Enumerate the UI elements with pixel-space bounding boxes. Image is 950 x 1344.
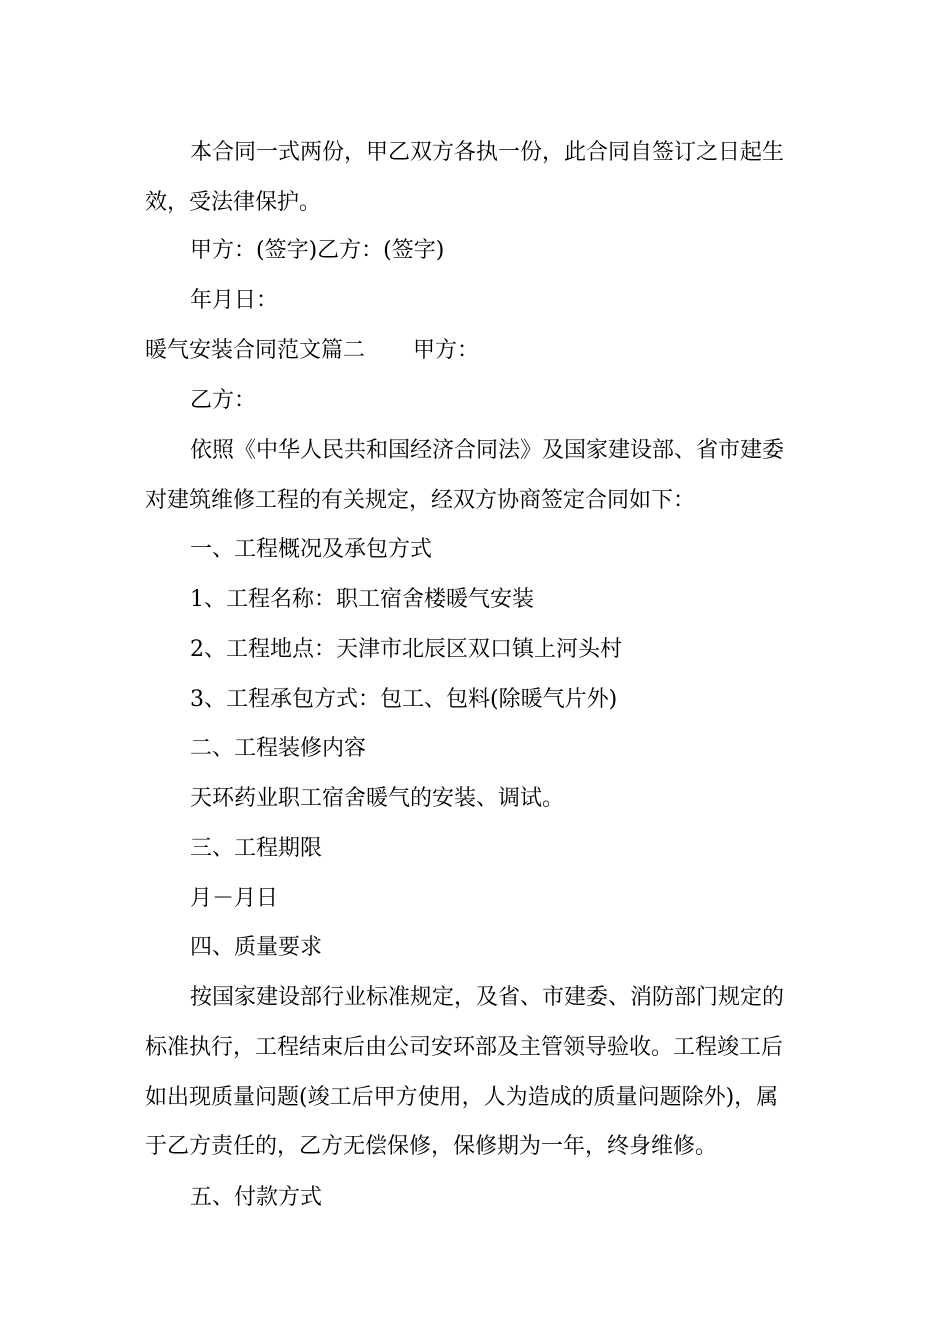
section-heading: 五、付款方式 (190, 1185, 323, 1210)
list-item: 1、工程名称：职工宿舍楼暖气安装 (190, 587, 534, 612)
section-heading: 一、工程概况及承包方式 (190, 537, 433, 562)
section-heading: 四、质量要求 (190, 935, 323, 960)
party-b-label: 乙方： (190, 388, 257, 413)
list-item: 2、工程地点：天津市北辰区双口镇上河头村 (190, 637, 622, 662)
paragraph-line: 于乙方责任的，乙方无偿保修，保修期为一年，终身维修。 (145, 1134, 718, 1159)
paragraph-line: 效，受法律保护。 (145, 190, 322, 215)
paragraph-line: 对建筑维修工程的有关规定，经双方协商签定合同如下： (145, 488, 696, 513)
signature-line: 甲方：(签字)乙方：(签字) (190, 238, 445, 263)
list-item: 3、工程承包方式：包工、包料(除暖气片外) (190, 687, 618, 712)
date-line: 年月日： (190, 288, 279, 313)
paragraph-line: 天环药业职工宿舍暖气的安装、调试。 (190, 786, 565, 811)
paragraph-line: 按国家建设部行业标准规定，及省、市建委、消防部门规定的 (190, 985, 785, 1010)
paragraph-line: 月－月日 (190, 886, 279, 911)
paragraph-line: 如出现质量问题(竣工后甲方使用，人为造成的质量问题除外)，属 (145, 1085, 779, 1110)
section-title: 暖气安装合同范文篇二 (145, 338, 366, 363)
section-heading-line (145, 336, 479, 366)
paragraph-line: 依照《中华人民共和国经济合同法》及国家建设部、省市建委 (190, 438, 785, 463)
section-heading: 三、工程期限 (190, 836, 323, 861)
paragraph-line: 本合同一式两份，甲乙双方各执一份，此合同自签订之日起生 (190, 140, 785, 165)
party-a-label: 甲方： (413, 338, 480, 363)
paragraph-line: 标准执行，工程结束后由公司安环部及主管领导验收。工程竣工后 (145, 1035, 784, 1060)
section-heading: 二、工程装修内容 (190, 736, 367, 761)
